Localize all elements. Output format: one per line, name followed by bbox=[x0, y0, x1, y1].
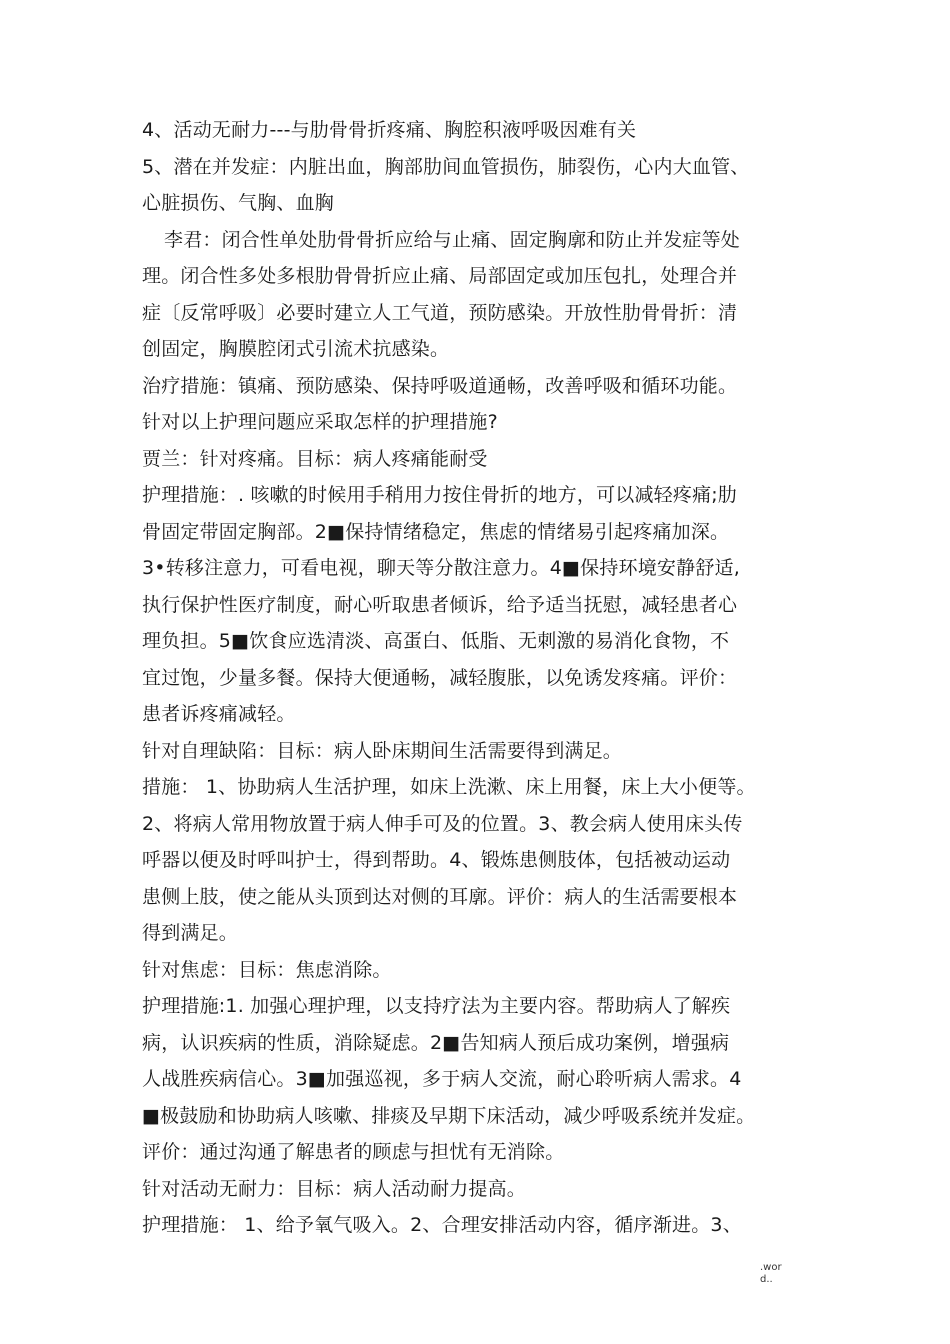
text-line: 心脏损伤、气胸、血胸 bbox=[142, 192, 335, 214]
text-line: 针对活动无耐力：目标：病人活动耐力提高。 bbox=[142, 1177, 527, 1200]
text-line: 评价：通过沟通了解患者的顾虑与担忧有无消除。 bbox=[142, 1141, 565, 1163]
text-line: 2、将病人常用物放置于病人伸手可及的位置。3、教会病人使用床头传 bbox=[142, 812, 743, 835]
text-line: 李君：闭合性单处肋骨骨折应给与止痛、固定胸廓和防止并发症等处 bbox=[164, 228, 741, 251]
text-line: 针对自理缺陷：目标：病人卧床期间生活需要得到满足。 bbox=[142, 739, 623, 762]
text-line: 4、活动无耐力---与肋骨骨折疼痛、胸腔积液呼吸因难有关 bbox=[142, 119, 637, 141]
page-footer bbox=[760, 1262, 782, 1286]
footer-line: d.. bbox=[760, 1274, 773, 1285]
text-line: 针对以上护理问题应采取怎样的护理措施? bbox=[142, 411, 498, 433]
text-line: 护理措施：. 咳嗽的时候用手稍用力按住骨折的地方，可以减轻疼痛;肋 bbox=[142, 484, 738, 506]
text-line: 护理措施:1. 加强心理护理，以支持疗法为主要内容。帮助病人了解疾 bbox=[142, 995, 731, 1017]
footer-line: .wor bbox=[760, 1262, 782, 1273]
text-line: 宜过饱，少量多餐。保持大便通畅，减轻腹胀，以免诱发疼痛。评价： bbox=[142, 666, 738, 689]
text-line: 针对焦虑：目标：焦虑消除。 bbox=[142, 958, 392, 981]
text-line: 骨固定带固定胸部。2■保持情绪稳定，焦虑的情绪易引起疼痛加深。 bbox=[142, 520, 730, 543]
text-line: 患侧上肢，使之能从头顶到达对侧的耳廓。评价：病人的生活需要根本 bbox=[142, 885, 738, 908]
text-line: 理负担。5■饮食应选清淡、高蛋白、低脂、无刺激的易消化食物，不 bbox=[142, 630, 730, 652]
text-line: 人战胜疾病信心。3■加强巡视，多于病人交流，耐心聆听病人需求。4 bbox=[142, 1068, 742, 1090]
text-line: 创固定，胸膜腔闭式引流术抗感染。 bbox=[142, 338, 450, 360]
text-line: 贾兰：针对疼痛。目标：病人疼痛能耐受 bbox=[142, 447, 488, 470]
document-body bbox=[142, 112, 822, 1244]
text-line: 5、潜在并发症：内脏出血，胸部肋间血管损伤，肺裂伤，心内大血管、 bbox=[142, 155, 750, 178]
text-line: 得到满足。 bbox=[142, 922, 239, 944]
text-line: 措施： 1、协助病人生活护理，如床上洗漱、床上用餐，床上大小便等。 bbox=[142, 776, 756, 798]
text-line: 执行保护性医疗制度，耐心听取患者倾诉，给予适当抚慰，减轻患者心 bbox=[142, 593, 738, 616]
text-line: 病，认识疾病的性质，消除疑虑。2■告知病人预后成功案例，增强病 bbox=[142, 1031, 730, 1054]
text-line: 患者诉疼痛减轻。 bbox=[142, 703, 296, 725]
text-line: 症〔反常呼吸〕必要时建立人工气道，预防感染。开放性肋骨骨折：清 bbox=[142, 301, 738, 324]
text-line: 呼器以便及时呼叫护士，得到帮助。4、锻炼患侧肢体，包括被动运动 bbox=[142, 849, 731, 871]
text-line: 理。闭合性多处多根肋骨骨折应止痛、局部固定或加压包扎，处理合并 bbox=[142, 265, 738, 287]
text-line: 治疗措施：镇痛、预防感染、保持呼吸道通畅，改善呼吸和循环功能。 bbox=[142, 374, 738, 397]
text-line: 3•转移注意力，可看电视，聊天等分散注意力。4■保持环境安静舒适, bbox=[142, 557, 740, 579]
text-line: ■极鼓励和协助病人咳嗽、排痰及早期下床活动，减少呼吸系统并发症。 bbox=[142, 1104, 756, 1127]
text-line: 护理措施： 1、给予氧气吸入。2、合理安排活动内容，循序渐进。3、 bbox=[142, 1214, 742, 1236]
